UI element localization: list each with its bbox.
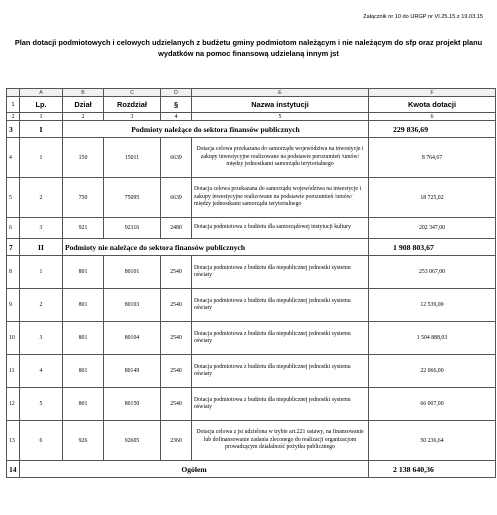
cell-paragraph: 2540 xyxy=(161,388,192,421)
cell-lp: 3 xyxy=(20,322,63,355)
cell-dzial: 801 xyxy=(63,256,104,289)
cell-dzial: 801 xyxy=(63,289,104,322)
cell-amount: 66 007,00 xyxy=(369,388,496,421)
row-number: 5 xyxy=(7,178,20,218)
column-letter: F xyxy=(369,89,496,97)
table-row xyxy=(7,355,496,388)
cell-lp: 1 xyxy=(20,138,63,178)
section-label: Podmioty należące do sektora finansów publicznych xyxy=(63,121,369,138)
cell-institution: Dotacja celowa z jst udzielona w trybie art.221 ustawy, na finansowanie lub dofinansowanie zadania zleconego do realizacji organizacjom prowadzącym działalność pożytku publicznego xyxy=(192,421,369,461)
title-line-1: Plan dotacji podmiotowych i celowych udzielanych z budżetu gminy podmiotom należącym i nie należącym do sfp oraz projekt planu xyxy=(14,38,483,47)
cell-rozdzial: 92116 xyxy=(104,218,161,239)
table-row xyxy=(7,138,496,178)
cell-paragraph: 2540 xyxy=(161,256,192,289)
header-amount: Kwota dotacji xyxy=(369,97,496,113)
cell-lp: 5 xyxy=(20,388,63,421)
cell-amount: 1 504 888,03 xyxy=(369,322,496,355)
row-number: 1 xyxy=(7,97,20,113)
cell-dzial: 801 xyxy=(63,388,104,421)
total-amount: 2 138 640,36 xyxy=(369,461,496,478)
row-number: 14 xyxy=(7,461,20,478)
column-number: 4 xyxy=(161,113,192,121)
cell-lp: 1 xyxy=(20,256,63,289)
cell-dzial: 801 xyxy=(63,322,104,355)
cell-lp: 3 xyxy=(20,218,63,239)
cell-paragraph: 2540 xyxy=(161,322,192,355)
row-number: 10 xyxy=(7,322,20,355)
section-label: Podmioty nie należące do sektora finansów publicznych xyxy=(63,239,369,256)
cell-institution: Dotacja celowa przekazana do samorządu województwa na inwestycje i zakupy inwestycyjne realizowane na podstawie porozumień /umów/ między jednostkami samorządu terytorialnego xyxy=(192,138,369,178)
cell-dzial: 921 xyxy=(63,218,104,239)
cell-amount: 202 347,00 xyxy=(369,218,496,239)
cell-lp: 4 xyxy=(20,355,63,388)
column-number: 3 xyxy=(104,113,161,121)
cell-dzial: 750 xyxy=(63,178,104,218)
cell-amount: 253 067,00 xyxy=(369,256,496,289)
document-title xyxy=(6,37,491,59)
cell-amount: 8 764,67 xyxy=(369,138,496,178)
column-numbers-row xyxy=(7,113,496,121)
cell-dzial: 801 xyxy=(63,355,104,388)
cell-rozdzial: 80103 xyxy=(104,289,161,322)
cell-paragraph: 2360 xyxy=(161,421,192,461)
cell-rozdzial: 80149 xyxy=(104,355,161,388)
cell-rozdzial: 75095 xyxy=(104,178,161,218)
total-label: Ogółem xyxy=(20,461,369,478)
annex-reference: Załącznik nr 10 do URGP nr VI.25.15 z 19.03.15 xyxy=(363,14,483,20)
column-number: 1 xyxy=(20,113,63,121)
cell-amount: 50 236,64 xyxy=(369,421,496,461)
cell-paragraph: 2480 xyxy=(161,218,192,239)
total-row xyxy=(7,461,496,478)
cell-institution: Dotacja podmiotowa z budżetu dla niepublicznej jednostki systemu oświaty xyxy=(192,256,369,289)
cell-rozdzial: 80101 xyxy=(104,256,161,289)
grants-table xyxy=(6,88,496,478)
table-row xyxy=(7,256,496,289)
column-letter: A xyxy=(20,89,63,97)
section-roman: II xyxy=(20,239,63,256)
cell-rozdzial: 80104 xyxy=(104,322,161,355)
table-row xyxy=(7,388,496,421)
corner-cell xyxy=(7,89,20,97)
cell-dzial: 150 xyxy=(63,138,104,178)
row-number: 7 xyxy=(7,239,20,256)
cell-paragraph: 6639 xyxy=(161,138,192,178)
section-amount: 229 836,69 xyxy=(369,121,496,138)
column-letter: C xyxy=(104,89,161,97)
cell-lp: 2 xyxy=(20,289,63,322)
cell-rozdzial: 80150 xyxy=(104,388,161,421)
cell-dzial: 926 xyxy=(63,421,104,461)
cell-institution: Dotacja podmiotowa z budżetu dla niepublicznej jednostki systemu oświaty xyxy=(192,355,369,388)
table-row xyxy=(7,322,496,355)
section-row xyxy=(7,239,496,256)
row-number: 2 xyxy=(7,113,20,121)
cell-rozdzial: 92605 xyxy=(104,421,161,461)
column-letter: D xyxy=(161,89,192,97)
table-row xyxy=(7,178,496,218)
cell-lp: 2 xyxy=(20,178,63,218)
section-row xyxy=(7,121,496,138)
table-row xyxy=(7,421,496,461)
column-number: 6 xyxy=(369,113,496,121)
title-line-2: wydatków na pomoc finansową udzielaną innym jst xyxy=(158,49,339,58)
section-roman: I xyxy=(20,121,63,138)
row-number: 3 xyxy=(7,121,20,138)
row-number: 8 xyxy=(7,256,20,289)
cell-amount: 22 066,00 xyxy=(369,355,496,388)
column-letter: E xyxy=(192,89,369,97)
cell-paragraph: 6639 xyxy=(161,178,192,218)
cell-paragraph: 2540 xyxy=(161,355,192,388)
cell-institution: Dotacja podmiotowa z budżetu dla niepublicznej jednostki systemu oświaty xyxy=(192,388,369,421)
row-number: 12 xyxy=(7,388,20,421)
column-number: 2 xyxy=(63,113,104,121)
row-number: 13 xyxy=(7,421,20,461)
table-row xyxy=(7,218,496,239)
cell-amount: 12 539,00 xyxy=(369,289,496,322)
header-row xyxy=(7,97,496,113)
row-number: 9 xyxy=(7,289,20,322)
cell-institution: Dotacja celowa przekazana do samorządu województwa na inwestycje i zakupy inwestycyjne realizowane na podstawie porozumień /umów/ między jednostkami samorządu terytorialnego xyxy=(192,178,369,218)
cell-lp: 6 xyxy=(20,421,63,461)
cell-institution: Dotacja podmiotowa z budżetu dla niepublicznej jednostki systemu oświaty xyxy=(192,289,369,322)
cell-paragraph: 2540 xyxy=(161,289,192,322)
cell-institution: Dotacja podmiotowa z budżetu dla samorządowej instytucji kultury xyxy=(192,218,369,239)
row-number: 11 xyxy=(7,355,20,388)
row-number: 4 xyxy=(7,138,20,178)
header-institution: Nazwa instytucji xyxy=(192,97,369,113)
cell-institution: Dotacja podmiotowa z budżetu dla niepublicznej jednostki systemu oświaty xyxy=(192,322,369,355)
cell-rozdzial: 15011 xyxy=(104,138,161,178)
column-number: 5 xyxy=(192,113,369,121)
row-number: 6 xyxy=(7,218,20,239)
column-letter: B xyxy=(63,89,104,97)
header-lp: Lp. xyxy=(20,97,63,113)
section-amount: 1 908 803,67 xyxy=(369,239,496,256)
header-paragraph: § xyxy=(161,97,192,113)
header-rozdzial: Rozdział xyxy=(104,97,161,113)
column-letters-row xyxy=(7,89,496,97)
table-row xyxy=(7,289,496,322)
header-dzial: Dział xyxy=(63,97,104,113)
cell-amount: 18 725,02 xyxy=(369,178,496,218)
